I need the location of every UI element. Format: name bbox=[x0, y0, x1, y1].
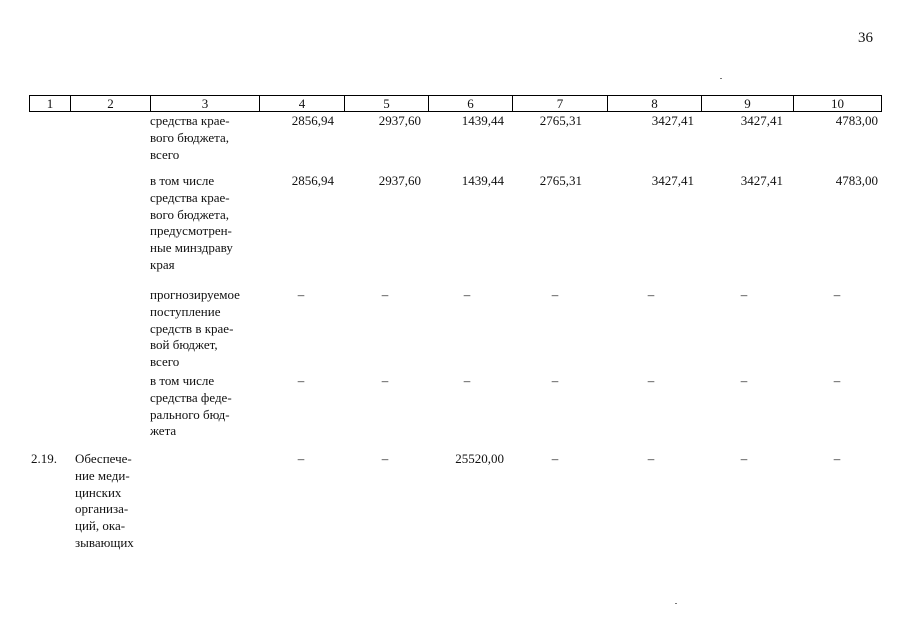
row-4-col-8: – bbox=[647, 373, 655, 388]
scan-speck bbox=[675, 603, 677, 604]
row-5-col-7: – bbox=[551, 451, 559, 466]
row-2-col-4: 2856,94 bbox=[291, 173, 334, 188]
row-1-col-5: 2937,60 bbox=[378, 113, 421, 128]
header-cell-1: 1 bbox=[46, 96, 54, 111]
row-1-col-8: 3427,41 bbox=[651, 113, 694, 128]
row-4-col-6: – bbox=[463, 373, 471, 388]
row-3-col-9: – bbox=[740, 287, 748, 302]
row-2-col-6: 1439,44 bbox=[461, 173, 504, 188]
row-2-col-5: 2937,60 bbox=[378, 173, 421, 188]
row-5-col-8: – bbox=[647, 451, 655, 466]
row-1-col-9: 3427,41 bbox=[740, 113, 783, 128]
row-5-col-5: – bbox=[381, 451, 389, 466]
header-cell-7: 7 bbox=[556, 96, 564, 111]
page-number: 36 bbox=[858, 30, 873, 46]
row-1-col-10: 4783,00 bbox=[835, 113, 878, 128]
header-cell-4: 4 bbox=[298, 96, 306, 111]
row-2-col-8: 3427,41 bbox=[651, 173, 694, 188]
scan-speck bbox=[720, 78, 722, 79]
row-4-col-4: – bbox=[297, 373, 305, 388]
row-3-col-5: – bbox=[381, 287, 389, 302]
row-4-col-7: – bbox=[551, 373, 559, 388]
row-2-description: в том числе средства крае- вого бюджета, предусмотрен- ные минздраву края bbox=[150, 173, 233, 272]
row-3-col-4: – bbox=[297, 287, 305, 302]
row-5-col-6: 25520,00 bbox=[455, 451, 504, 466]
row-1-col-4: 2856,94 bbox=[291, 113, 334, 128]
row-5-number: 2.19. bbox=[31, 451, 57, 466]
row-3-description: прогнозируемое поступление средств в крае- вой бюджет, всего bbox=[150, 287, 240, 370]
header-cell-6: 6 bbox=[467, 96, 474, 111]
row-1-col-7: 2765,31 bbox=[539, 113, 582, 128]
row-1-description: средства крае- вого бюджета, всего bbox=[150, 113, 230, 162]
row-4-col-9: – bbox=[740, 373, 748, 388]
row-2-col-9: 3427,41 bbox=[740, 173, 783, 188]
row-4-col-5: – bbox=[381, 373, 389, 388]
row-3-col-7: – bbox=[551, 287, 559, 302]
row-4-col-10: – bbox=[833, 373, 841, 388]
row-2-col-10: 4783,00 bbox=[835, 173, 878, 188]
row-3-col-6: – bbox=[463, 287, 471, 302]
header-cell-10: 10 bbox=[831, 96, 844, 111]
header-cell-3: 3 bbox=[201, 96, 209, 111]
row-4-description: в том числе средства феде- рального бюд- жета bbox=[150, 373, 232, 439]
row-5-col-10: – bbox=[833, 451, 841, 466]
row-1-col-6: 1439,44 bbox=[461, 113, 504, 128]
row-5-col-4: – bbox=[297, 451, 305, 466]
row-3-col-8: – bbox=[647, 287, 655, 302]
header-cell-9: 9 bbox=[744, 96, 751, 111]
table-header-row bbox=[29, 95, 882, 112]
row-5-activity: Обеспече- ние меди- цинских организа- ций, ока- зывающих bbox=[75, 451, 134, 550]
header-cell-2: 2 bbox=[107, 96, 114, 111]
header-cell-8: 8 bbox=[651, 96, 658, 111]
row-2-col-7: 2765,31 bbox=[539, 173, 582, 188]
row-5-col-9: – bbox=[740, 451, 748, 466]
row-3-col-10: – bbox=[833, 287, 841, 302]
header-cell-5: 5 bbox=[383, 96, 390, 111]
